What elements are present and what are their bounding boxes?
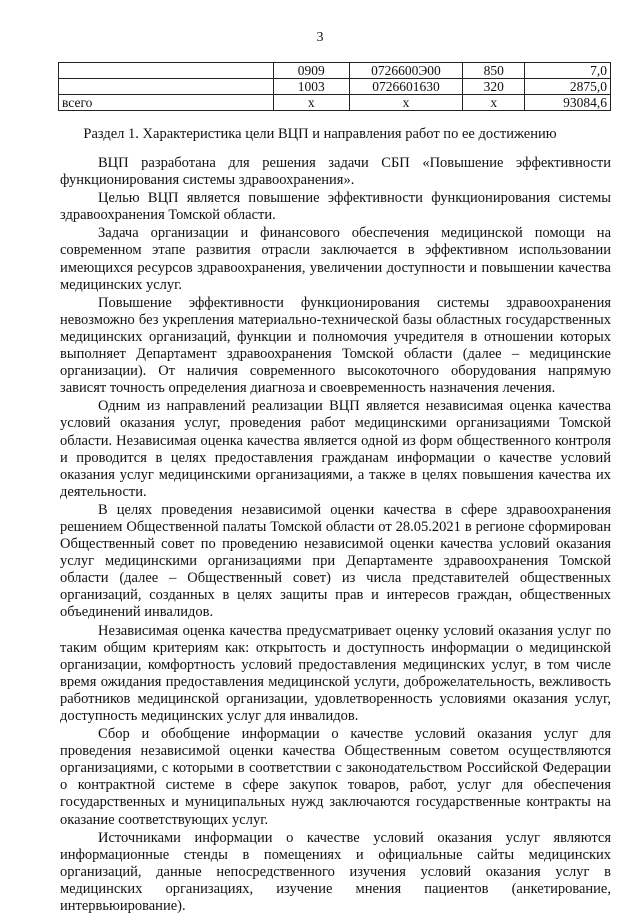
- budget-table: [58, 62, 611, 111]
- paragraph: ВЦП разработана для решения задачи СБП «Повышение эффективности функционирования системы здравоохранения».: [60, 155, 611, 189]
- table-cell: всего: [59, 95, 274, 111]
- table-cell: 0909: [274, 63, 350, 79]
- table-row: [59, 79, 611, 95]
- table-cell: 320: [463, 79, 525, 95]
- table-cell: 850: [463, 63, 525, 79]
- paragraph: Задача организации и финансового обеспечения медицинской помощи на современном этапе развития отрасли заключается в эффективном использовании имеющихся ресурсов здравоохранения, увеличении доступности и повышении качества медицинских услуг.: [60, 225, 611, 293]
- page-number: 3: [316, 30, 324, 45]
- paragraph: Целью ВЦП является повышение эффективности функционирования системы здравоохранения Томской области.: [60, 190, 611, 224]
- table-cell: 93084,6: [525, 95, 611, 111]
- table-cell: 2875,0: [525, 79, 611, 95]
- table-cell: [59, 63, 274, 79]
- paragraph: Сбор и обобщение информации о качестве условий оказания услуг для проведения независимой оценки качества Общественным советом осуществляются организациями, с которыми в соответствии с законодательством Российской Федерации о контрактной системе в сфере закупок товаров, работ, услуг для обеспечения государственных и муниципальных нужд заключаются государственные контракты на оказание соответствующих услуг.: [60, 726, 611, 828]
- table-cell: х: [349, 95, 463, 111]
- table-cell: х: [274, 95, 350, 111]
- paragraph: Одним из направлений реализации ВЦП является независимая оценка качества условий оказания услуг, проведения работ медицинскими организациями Томской области. Независимая оценка качества является одной из форм общественного контроля и проводится в целях предоставления гражданам информации о качестве условий оказания услуг медицинскими организациями, а также в целях повышения качества их деятельности.: [60, 398, 611, 500]
- table-row-total: [59, 95, 611, 111]
- table-row: [59, 63, 611, 79]
- table-cell: [59, 79, 274, 95]
- table-cell: 7,0: [525, 63, 611, 79]
- paragraph: Источниками информации о качестве условий оказания услуг являются информационные стенды в помещениях и официальные сайты медицинских организаций, данные непосредственного изучения условий оказания услуг в медицинских организациях, изучение мнения пациентов (анкетирование, интервьюирование).: [60, 829, 611, 915]
- paragraph: Независимая оценка качества предусматривает оценку условий оказания услуг по таким общим критериям как: открытость и доступность информации о медицинской организации, комфортность условий предоставления медицинских услуг, в том числе время ожидания предоставления медицинской услуги, доброжелательность, вежливость работников медицинской организации, удовлетворенность условиями оказания услуг, доступность медицинских услуг для инвалидов.: [60, 622, 611, 724]
- table-cell: 0726601630: [349, 79, 463, 95]
- table-cell: 1003: [274, 79, 350, 95]
- table-cell: 0726600Э00: [349, 63, 463, 79]
- paragraph: Повышение эффективности функционирования системы здравоохранения невозможно без укрепления материально-технической базы областных государственных медицинских организаций, функции и полномочия учредителя в отношении которых выполняет Департамент здравоохранения Томской области (далее – медицинские организации). От наличия современного высокоточного оборудования напрямую зависят точность определения диагноза и своевременность назначения лечения.: [60, 294, 611, 397]
- paragraph: В целях проведения независимой оценки качества в сфере здравоохранения решением Общественной палаты Томской области от 28.05.2021 в регионе сформирован Общественный совет по проведению независимой оценки качества условий оказания услуг медицинскими организациями при Департаменте здравоохранения Томской области (далее – Общественный совет) из числа представителей общественных организаций, созданных в целях защиты прав и интересов граждан, общественных объединений инвалидов.: [60, 501, 611, 621]
- table-cell: х: [463, 95, 525, 111]
- section-title: Раздел 1. Характеристика цели ВЦП и направления работ по ее достижению: [83, 126, 557, 142]
- body-text: [60, 155, 611, 916]
